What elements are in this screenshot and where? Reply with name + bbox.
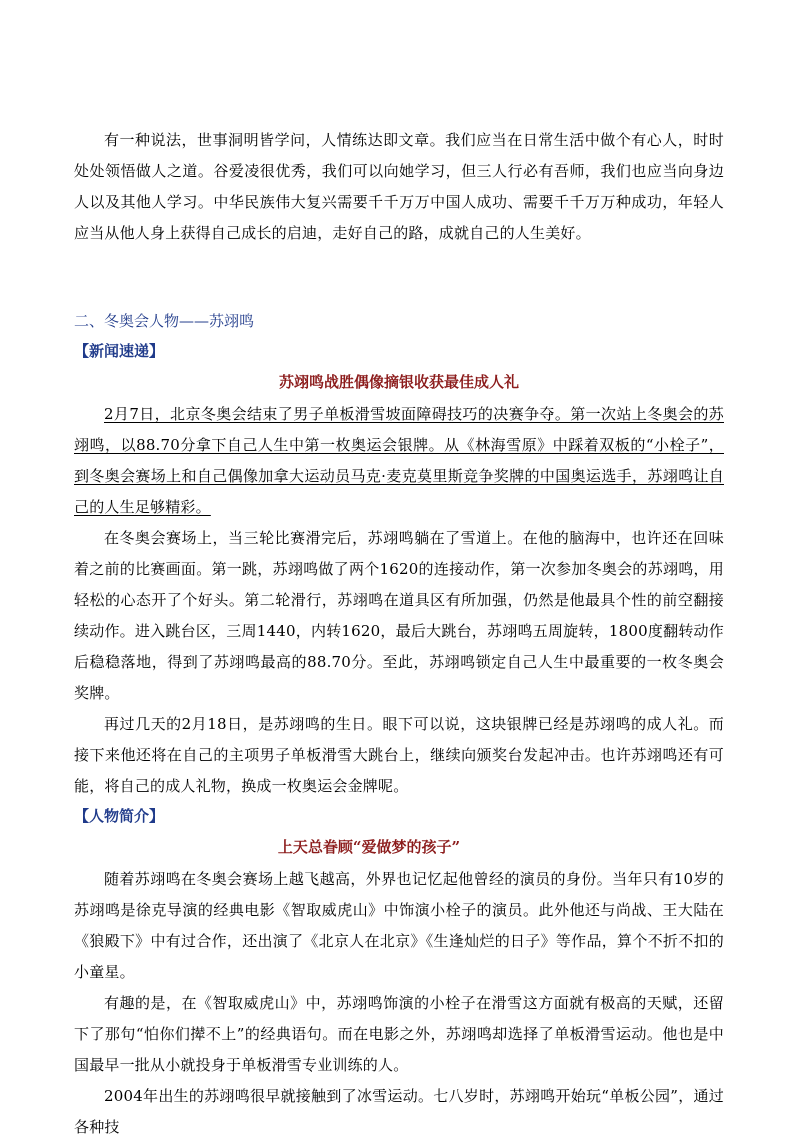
section-spacer	[74, 249, 724, 299]
profile-paragraph-3: 2004年出生的苏翊鸣很早就接触到了冰雪运动。七八岁时，苏翊鸣开始玩“单板公园”，通过各种技	[74, 1087, 724, 1136]
news-paragraph-2: 在冬奥会赛场上，当三轮比赛滑完后，苏翊鸣躺在了雪道上。在他的脑海中，也许还在回味着之前的比赛画面。第一跳，苏翊鸣做了两个1620的连接动作，第一次参加冬奥会的苏翊鸣，用轻松的心态开了个好头。第二轮滑行，苏翊鸣在道具区有所加强，仍然是他最具个性的前空翻接续动作。进入跳台区，三周1440，内转1620，最后大跳台，苏翊鸣五周旋转，1800度翻转动作后稳稳落地，得到了苏翊鸣最高的88.70分。至此，苏翊鸣锁定自己人生中最重要的一枚冬奥会奖牌。	[74, 529, 724, 702]
document-page	[74, 125, 724, 1143]
news-paragraph-1: 2月7日，北京冬奥会结束了男子单板滑雪坡面障碍技巧的决赛争夺。第一次站上冬奥会的苏翊鸣，以88.70分拿下自己人生中第一枚奥运会银牌。从《林海雪原》中踩着双板的“小栓子”，到冬奥会赛场上和自己偶像加拿大运动员马克·麦克莫里斯竞争奖牌的中国奥运选手，苏翊鸣让自己的人生足够精彩。	[74, 405, 724, 516]
profile-title: 上天总眷顾“爱做梦的孩子”	[277, 838, 461, 856]
profile-paragraph-1: 随着苏翊鸣在冬奥会赛场上越飞越高，外界也记忆起他曾经的演员的身份。当年只有10岁的苏翊鸣是徐克导演的经典电影《智取威虎山》中饰演小栓子的演员。此外他还与尚战、王大陆在《狼殿下》中有过合作，还出演了《北京人在北京》《生逢灿烂的日子》等作品，算个不折不扣的小童星。	[74, 870, 724, 981]
intro-paragraph: 有一种说法，世事洞明皆学问，人情练达即文章。我们应当在日常生活中做个有心人，时时处处领悟做人之道。谷爱凌很优秀，我们可以向她学习，但三人行必有吾师，我们也应当向身边人以及其他人学习。中华民族伟大复兴需要千千万万中国人成功、需要千千万万种成功，年轻人应当从他人身上获得自己成长的启迪，走好自己的路，成就自己的人生美好。	[74, 131, 724, 242]
news-label: 【新闻速递】	[74, 342, 165, 360]
section-heading: 二、冬奥会人物——苏翊鸣	[74, 312, 255, 330]
news-title: 苏翊鸣战胜偶像摘银收获最佳成人礼	[278, 373, 519, 391]
news-paragraph-3: 再过几天的2月18日，是苏翊鸣的生日。眼下可以说，这块银牌已经是苏翊鸣的成人礼。而接下来他还将在自己的主项男子单板滑雪大跳台上，继续向颁奖台发起冲击。也许苏翊鸣还有可能，将自己的成人礼物，换成一枚奥运会金牌呢。	[74, 715, 724, 795]
profile-paragraph-2: 有趣的是，在《智取威虎山》中，苏翊鸣饰演的小栓子在滑雪这方面就有极高的天赋，还留下了那句“怕你们撵不上”的经典语句。而在电影之外，苏翊鸣却选择了单板滑雪运动。他也是中国最早一批从小就投身于单板滑雪专业训练的人。	[74, 994, 724, 1074]
profile-label: 【人物简介】	[74, 807, 165, 825]
